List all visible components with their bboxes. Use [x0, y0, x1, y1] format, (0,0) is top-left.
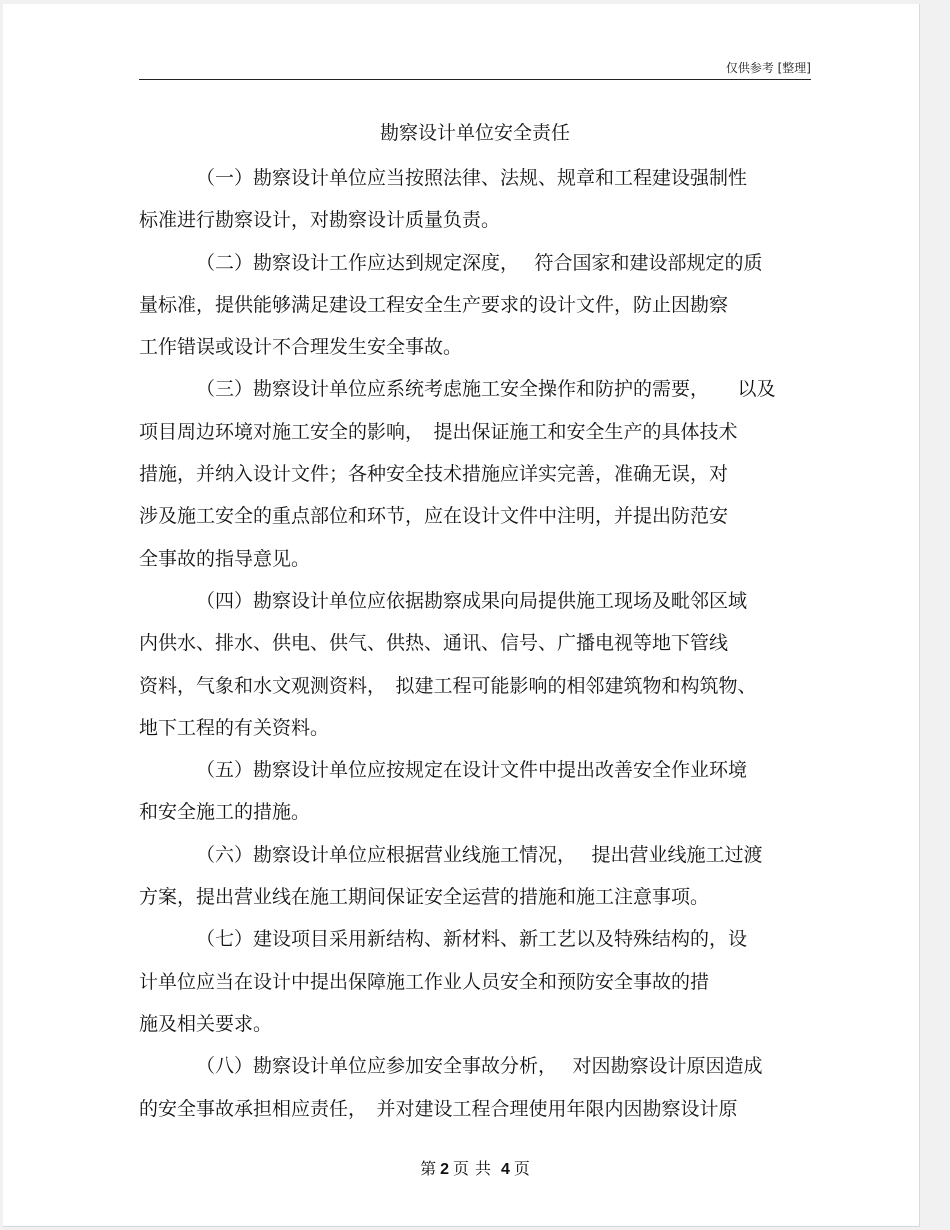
paragraph-line: 内供水、排水、供电、供气、供热、通讯、信号、广播电视等地下管线 [139, 632, 729, 655]
paragraph-line: 项目周边环境对施工安全的影响， 提出保证施工和安全生产的具体技术 [139, 420, 738, 443]
paragraph [139, 368, 811, 579]
document-body [139, 157, 811, 1130]
paragraph-line: 全事故的指导意见。 [139, 547, 311, 570]
paragraph [139, 157, 811, 242]
page-footer [139, 1158, 811, 1181]
footer-prefix: 第 [420, 1159, 437, 1178]
paragraph-line: 资料，气象和水文观测资料， 拟建工程可能影响的相邻建筑物和构筑物、 [139, 674, 757, 697]
paragraph-line: （二）勘察设计工作应达到规定深度， 符合国家和建设部规定的质 [196, 251, 763, 274]
paragraph-line: 标准进行勘察设计，对勘察设计质量负责。 [139, 209, 501, 232]
paragraph [139, 918, 811, 1045]
paragraph-line: 方案，提出营业线在施工期间保证安全运营的措施和施工注意事项。 [139, 886, 710, 909]
page-header: 仅供参考 [整理] [725, 61, 811, 75]
paragraph-line: 和安全施工的措施。 [139, 801, 311, 824]
paragraph-line: （七）建设项目采用新结构、新材料、新工艺以及特殊结构的，设 [196, 928, 748, 951]
footer-total-word: 共 [475, 1159, 492, 1178]
paragraph [139, 1045, 811, 1130]
footer-total-pages: 4 [501, 1161, 510, 1178]
paragraph-line: （三）勘察设计单位应系统考虑施工安全操作和防护的需要， 以及 [196, 378, 776, 401]
paragraph-line: 涉及施工安全的重点部位和环节，应在设计文件中注明，并提出防范安 [139, 505, 729, 528]
paragraph-line: 地下工程的有关资料。 [139, 716, 330, 739]
paragraph [139, 580, 811, 749]
paragraph-line: （一）勘察设计单位应当按照法律、法规、规章和工程建设强制性 [196, 167, 748, 189]
document-title: 勘察设计单位安全责任 [379, 122, 570, 144]
paragraph-line: 施及相关要求。 [139, 1012, 273, 1035]
paragraph-line: 措施，并纳入设计文件；各种安全技术措施应详实完善，准确无误，对 [139, 463, 729, 486]
paragraph-line: （八）勘察设计单位应参加安全事故分析， 对因勘察设计原因造成 [196, 1055, 763, 1078]
footer-suffix: 页 [513, 1159, 530, 1178]
paragraph [139, 242, 811, 369]
paragraph-line: 计单位应当在设计中提出保障施工作业人员安全和预防安全事故的措 [139, 970, 710, 993]
paragraph-line: 的安全事故承担相应责任， 并对建设工程合理使用年限内因勘察设计原 [139, 1097, 738, 1120]
document-page [3, 4, 920, 1227]
paragraph-line: （四）勘察设计单位应依据勘察成果向局提供施工现场及毗邻区域 [196, 589, 748, 612]
paragraph-line: （五）勘察设计单位应按规定在设计文件中提出改善安全作业环境 [196, 759, 748, 782]
footer-current-page: 2 [440, 1161, 449, 1178]
paragraph [139, 834, 811, 919]
paragraph-line: （六）勘察设计单位应根据营业线施工情况， 提出营业线施工过渡 [196, 843, 763, 866]
paragraph-line: 量标准，提供能够满足建设工程安全生产要求的设计文件，防止因勘察 [139, 293, 729, 316]
header-divider [139, 79, 811, 80]
paragraph-line: 工作错误或设计不合理发生安全事故。 [139, 336, 463, 359]
footer-page-word: 页 [452, 1159, 469, 1178]
paragraph [139, 749, 811, 834]
